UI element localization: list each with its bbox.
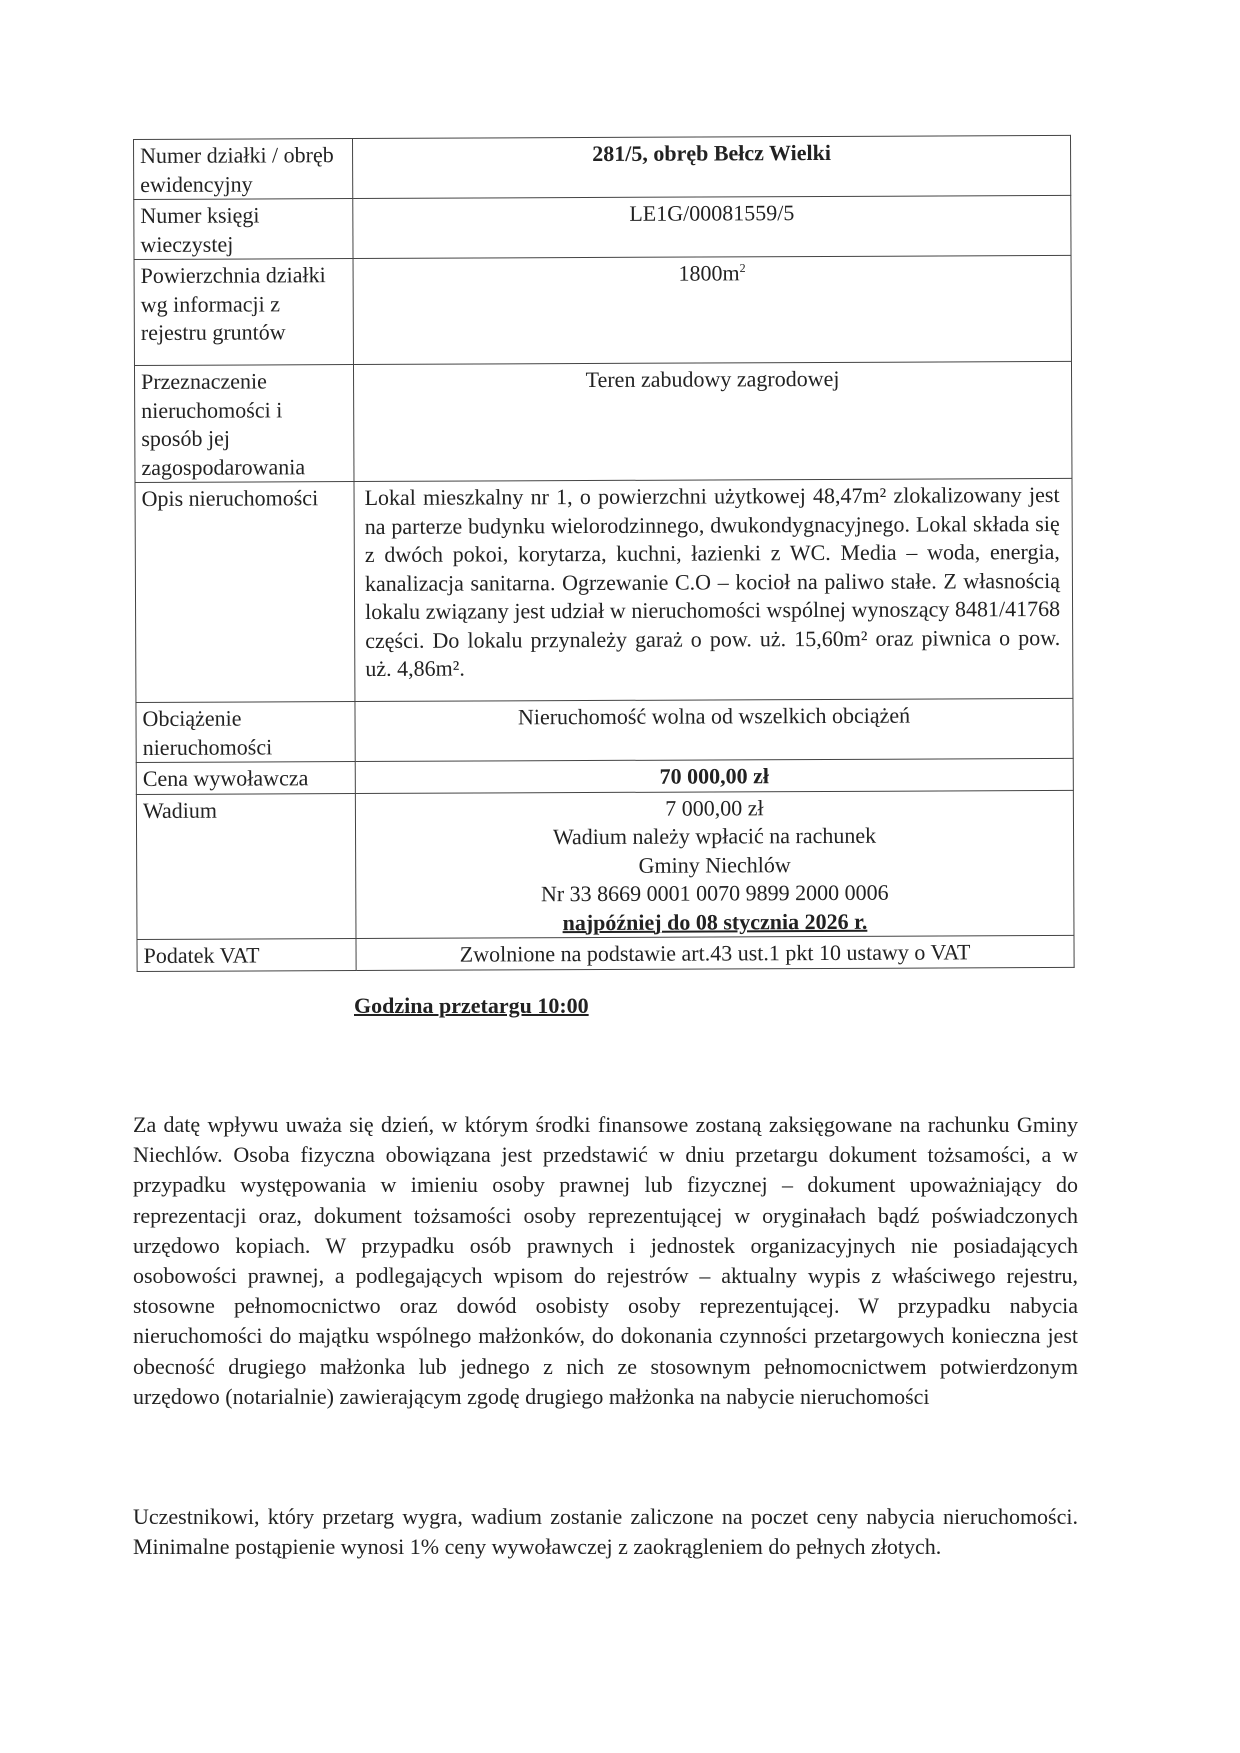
row-value-area (353, 255, 1071, 364)
deposit-recipient: Gminy Niechlów (638, 851, 791, 878)
deposit-amount: 7 000,00 zł (665, 794, 764, 821)
table-row (134, 255, 1071, 365)
row-value-plot-number: 281/5, obręb Bełcz Wielki (353, 135, 1071, 198)
table-row (134, 135, 1071, 199)
row-label-vat: Podatek VAT (137, 939, 356, 971)
paragraph-deposit-credit: Uczestnikowi, który przetarg wygra, wadium zostanie zaliczone na poczet ceny nabycia nieruchomości. Minimalne postąpienie wynosi 1% ceny wywoławczej z zaokrągleniem do pełnych złotych. (133, 1504, 1078, 1560)
row-value-encumbrance: Nieruchomość wolna od wszelkich obciążeń (355, 698, 1073, 761)
row-label-plot-number: Numer działki / obręb ewidencyjny (134, 139, 353, 200)
area-value: 1800m (678, 260, 740, 286)
table-row (135, 478, 1073, 702)
row-value-land-register: LE1G/00081559/5 (353, 195, 1071, 258)
row-label-purpose: Przeznaczenie nieruchomości i sposób jej zagospodarowania (134, 365, 354, 483)
row-value-deposit (355, 790, 1074, 939)
row-value-purpose: Teren zabudowy zagrodowej (353, 361, 1072, 481)
property-info-table (133, 135, 1075, 972)
table-row (136, 698, 1073, 762)
row-value-starting-price: 70 000,00 zł (355, 758, 1073, 793)
table-row (136, 790, 1074, 940)
row-label-starting-price: Cena wywoławcza (136, 762, 355, 794)
paragraph-requirements: Za datę wpływu uważa się dzień, w którym środki finansowe zostaną zaksięgowane na rachunku Gminy Niechlów. Osoba fizyczna obowiązana jest przedstawić w dniu przetargu dokument tożsamości, a w przypadku występowania w imieniu osoby prawnej lub fizycznej – dokument upoważniający do reprezentacji oraz, dokument tożsamości osoby reprezentującej w oryginałach bądź poświadczonych urzędowo kopiach. W przypadku osób prawnych i jednostek organizacyjnych nie posiadających osobowości prawnej, a podlegających wpisom do rejestrów – aktualny wypis z właściwego rejestru, stosowne pełnomocnictwo oraz dowód osobisty osoby reprezentującej. W przypadku nabycia nieruchomości do majątku wspólnego małżonków, do dokonania czynności przetargowych konieczna jest obecność drugiego małżonka lub jednego z nich ze stosownym pełnomocnictwem potwierdzonym urzędowo (notarialnie) zawierającym zgodę drugiego małżonka na nabycie nieruchomości (133, 1112, 1078, 1409)
deposit-account-number: Nr 33 8669 0001 0070 9899 2000 0006 (540, 879, 889, 907)
table-row (137, 935, 1074, 971)
row-label-encumbrance: Obciążenie nieruchomości (136, 702, 355, 763)
table-row (134, 361, 1072, 482)
row-value-description: Lokal mieszkalny nr 1, o powierzchni użytkowej 48,47m² zlokalizowany jest na parterze budynku wielorodzinnego, dwukondygnacyjnego. Lokal składa się z dwóch pokoi, korytarza, kuchni, łazienki z WC. Media – woda, energia, kanalizacja sanitarna. Ogrzewanie C.O – kocioł na paliwo stałe. Z własnością lokalu związany jest udział w nieruchomości wspólnej wynoszący 8481/41768 części. Do lokalu przynależy garaż o pow. uż. 15,60m² oraz piwnica o pow. uż. 4,86m². (354, 478, 1073, 701)
row-label-land-register: Numer księgi wieczystej (134, 199, 353, 260)
row-label-area: Powierzchnia działki wg informacji z rejestru gruntów (134, 259, 353, 366)
row-label-deposit: Wadium (136, 793, 356, 939)
row-label-description: Opis nieruchomości (135, 482, 355, 703)
deposit-instruction: Wadium należy wpłacić na rachunek (552, 822, 877, 850)
table-row (136, 758, 1073, 794)
table-row (134, 195, 1071, 259)
auction-time: Godzina przetargu 10:00 (354, 993, 589, 1018)
area-superscript: 2 (739, 261, 746, 276)
row-value-vat: Zwolnione na podstawie art.43 ust.1 pkt 10 ustawy o VAT (356, 935, 1074, 970)
deposit-deadline: najpóźniej do 08 stycznia 2026 r. (562, 908, 868, 935)
